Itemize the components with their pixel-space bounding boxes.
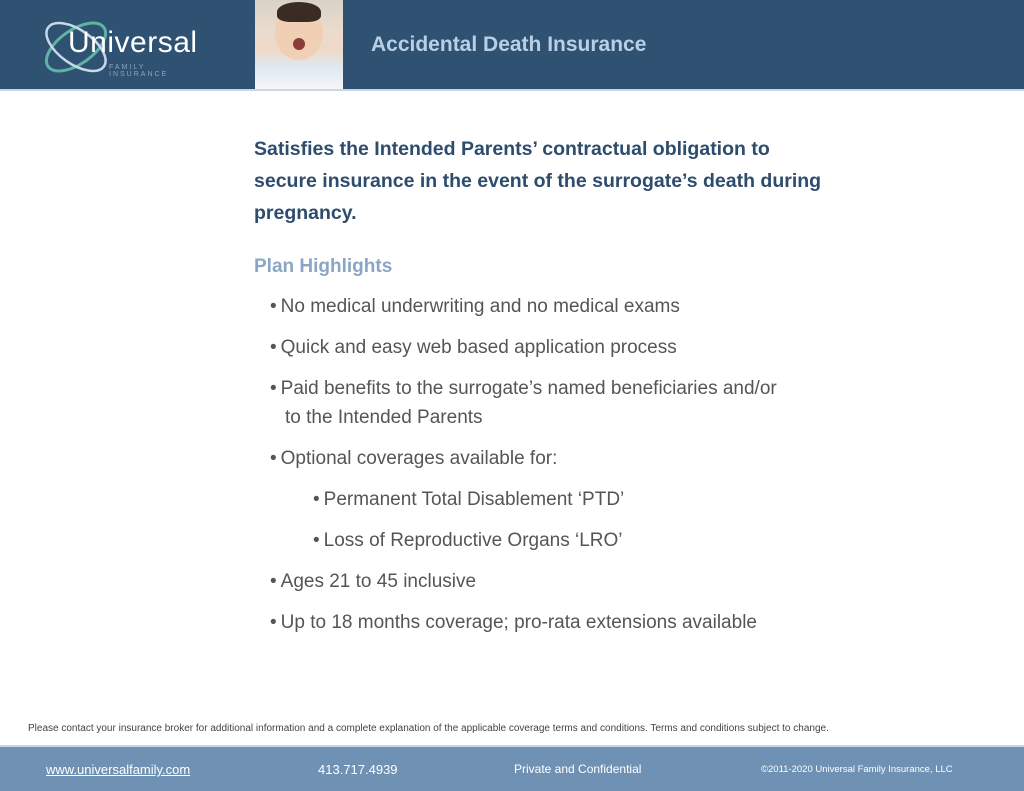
plan-highlights-heading: Plan Highlights [254, 256, 393, 277]
sub-list-item: • Permanent Total Disablement ‘PTD’ [313, 489, 625, 510]
list-item: • Ages 21 to 45 inclusive [270, 571, 477, 592]
header-banner [0, 0, 1024, 91]
website-link[interactable]: www.universalfamily.com [46, 762, 191, 777]
logo-subtitle: FAMILY INSURANCE [109, 64, 169, 78]
list-item-continuation: to the Intended Parents [285, 407, 483, 428]
intro-line: secure insurance in the event of the surrogate’s death during [254, 170, 822, 192]
list-item: • Quick and easy web based application process [270, 337, 677, 358]
copyright: ©2011-2020 Universal Family Insurance, LLC [761, 764, 953, 775]
page-title: Accidental Death Insurance [371, 33, 647, 56]
baby-photo [255, 0, 343, 89]
phone-number: 413.717.4939 [318, 762, 398, 777]
universal-logo [38, 14, 208, 80]
list-item: • Optional coverages available for: [270, 448, 558, 469]
intro-line: Satisfies the Intended Parents’ contractual obligation to [254, 138, 770, 160]
list-item: • Up to 18 months coverage; pro-rata extensions available [270, 612, 757, 633]
logo-wordmark: Universal [68, 26, 198, 59]
footer [0, 745, 1024, 791]
intro-statement [254, 133, 874, 229]
list-item: • Paid benefits to the surrogate’s named beneficiaries and/or [270, 378, 777, 399]
intro-line: pregnancy. [254, 202, 357, 224]
sub-list-item: • Loss of Reproductive Organs ‘LRO’ [313, 530, 623, 551]
list-item: • No medical underwriting and no medical exams [270, 296, 680, 317]
confidential-label: Private and Confidential [514, 762, 642, 776]
disclaimer: Please contact your insurance broker for additional information and a complete explanation of the applicable coverage terms and conditions. Terms and conditions subject to change. [28, 723, 829, 734]
